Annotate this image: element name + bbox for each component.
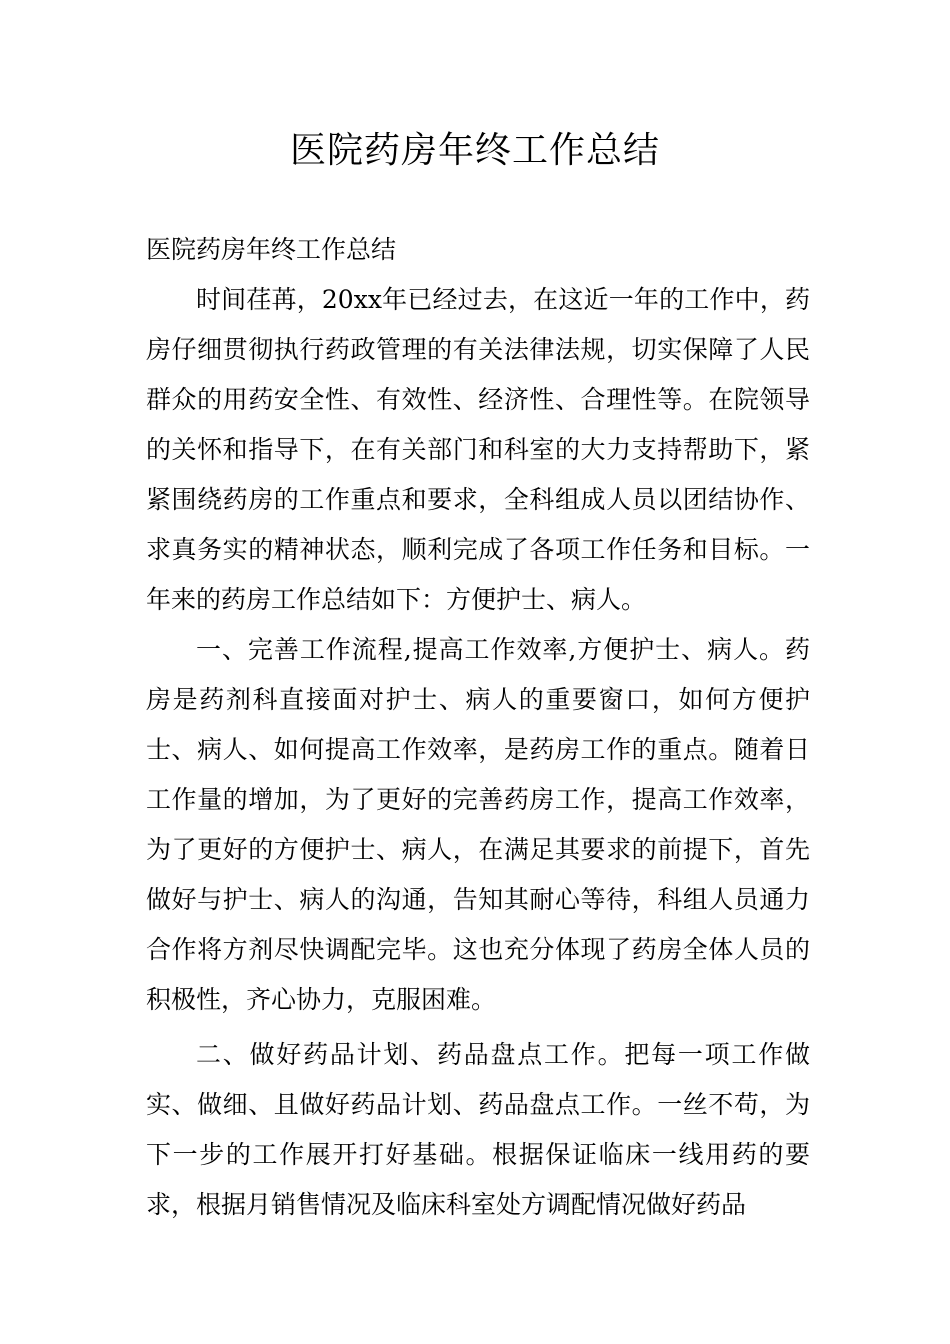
paragraph-section-2: 二、做好药品计划、药品盘点工作。把每一项工作做实、做细、且做好药品计划、药品盘点工作。一丝不苟，为下一步的工作展开打好基础。根据保证临床一线用药的要求，根据月销售情况及临床科室处方调配情况做好药品 — [146, 1040, 810, 1219]
document-title: 医院药房年终工作总结 — [289, 130, 660, 171]
document-body — [146, 225, 810, 1230]
document-subtitle: 医院药房年终工作总结 — [146, 235, 397, 264]
paragraph-intro: 时间荏苒，20xx年已经过去，在这近一年的工作中，药房仔细贯彻执行药政管理的有关法律法规，切实保障了人民群众的用药安全性、有效性、经济性、合理性等。在院领导的关怀和指导下，在有关部门和科室的大力支持帮助下，紧紧围绕药房的工作重点和要求，全科组成人员以团结协作、求真务实的精神状态，顺利完成了各项工作任务和目标。一年来的药房工作总结如下：方便护士、病人。 — [146, 285, 810, 614]
paragraph-section-1: 一、完善工作流程,提高工作效率,方便护士、病人。药房是药剂科直接面对护士、病人的重要窗口，如何方便护士、病人、如何提高工作效率，是药房工作的重点。随着日工作量的增加，为了更好的完善药房工作，提高工作效率，为了更好的方便护士、病人，在满足其要求的前提下，首先做好与护士、病人的沟通，告知其耐心等待，科组人员通力合作将方剂尽快调配完毕。这也充分体现了药房全体人员的积极性，齐心协力，克服困难。 — [146, 635, 810, 1014]
